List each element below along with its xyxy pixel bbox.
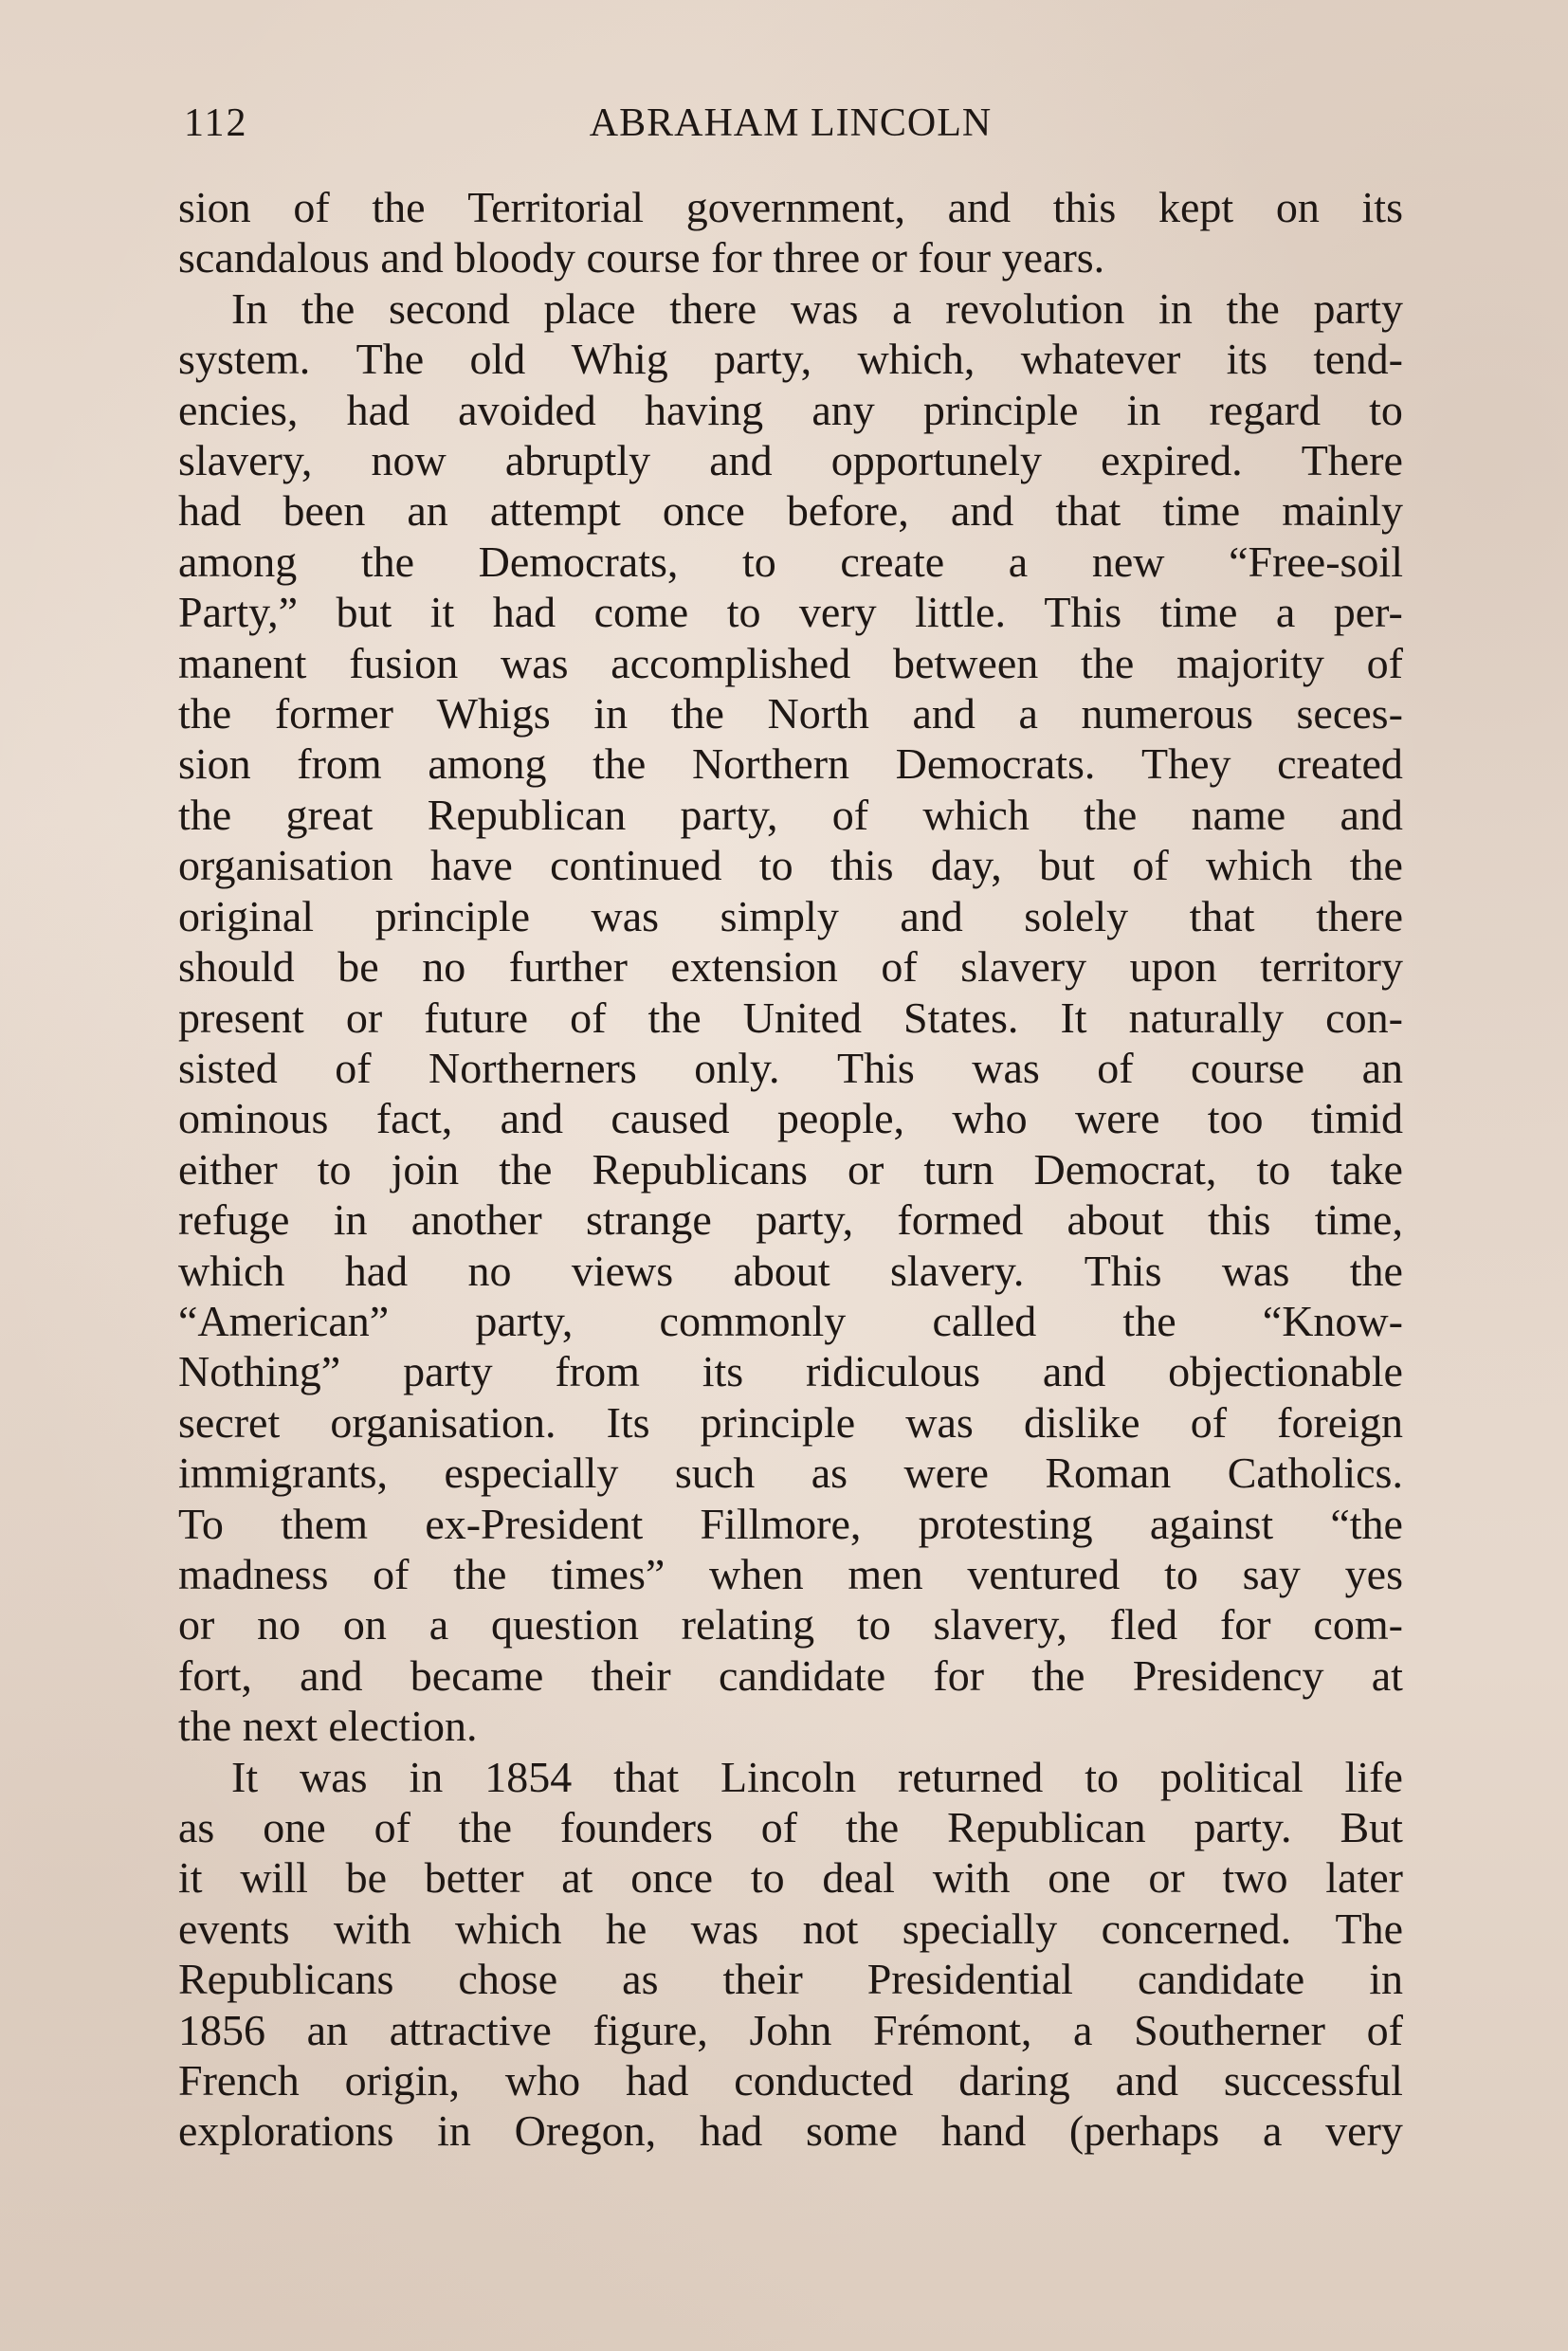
text-line: among the Democrats, to create a new “Free-soil xyxy=(178,537,1403,586)
text-line: organisation have continued to this day, but of which the xyxy=(178,841,1403,890)
text-line: it will be better at once to deal with one or two later xyxy=(178,1853,1403,1903)
text-line: explorations in Oregon, had some hand (perhaps a very xyxy=(178,2106,1403,2156)
running-title: ABRAHAM LINCOLN xyxy=(589,101,993,145)
text-line: had been an attempt once before, and that time mainly xyxy=(178,486,1403,536)
text-line: ominous fact, and caused people, who were too timid xyxy=(178,1094,1403,1143)
text-line: manent fusion was accomplished between the majority of xyxy=(178,638,1403,687)
text-line: Nothing” party from its ridiculous and objectionable xyxy=(178,1347,1403,1396)
paragraph-2 xyxy=(178,283,1403,1752)
page-header xyxy=(178,95,1403,152)
text-line: the next election. xyxy=(178,1702,478,1751)
text-line: either to join the Republicans or turn Democrat, to take xyxy=(178,1144,1403,1194)
text-line: immigrants, especially such as were Roman Catholics. xyxy=(178,1449,1403,1498)
text-line: slavery, now abruptly and opportunely expired. There xyxy=(178,436,1403,485)
text-line: sion from among the Northern Democrats. They created xyxy=(178,739,1403,789)
text-line: system. The old Whig party, which, whatever its tend- xyxy=(178,335,1403,384)
text-line: secret organisation. Its principle was dislike of foreign xyxy=(178,1397,1403,1447)
text-line: sion of the Territorial government, and this kept on its xyxy=(178,183,1403,231)
text-line: which had no views about slavery. This was the xyxy=(178,1246,1403,1295)
body-text xyxy=(178,182,1403,2157)
paragraph-1 xyxy=(178,182,1403,283)
text-line: Party,” but it had come to very little. This time a per- xyxy=(178,588,1403,637)
text-line: refuge in another strange party, formed about this time, xyxy=(178,1195,1403,1245)
text-line: should be no further extension of slavery upon territory xyxy=(178,942,1403,992)
page-number: 112 xyxy=(184,101,248,145)
text-line: fort, and became their candidate for the Presidency at xyxy=(178,1650,1403,1700)
text-line: Republicans chose as their Presidential candidate in xyxy=(178,1955,1403,2004)
text-line: “American” party, commonly called the “Know- xyxy=(178,1296,1403,1345)
text-line: madness of the times” when men ventured to say yes xyxy=(178,1549,1403,1598)
text-line: the great Republican party, of which the name and xyxy=(178,790,1403,839)
text-line: or no on a question relating to slavery, fled for com- xyxy=(178,1600,1403,1649)
text-line: original principle was simply and solely that there xyxy=(178,891,1403,940)
text-line: French origin, who had conducted daring and successful xyxy=(178,2056,1403,2105)
text-line: as one of the founders of the Republican party. But xyxy=(178,1803,1403,1851)
paragraph-3 xyxy=(178,1752,1403,2157)
text-line: the former Whigs in the North and a numerous seces- xyxy=(178,689,1403,738)
text-line: events with which he was not specially concerned. The xyxy=(178,1904,1403,1953)
text-line: sisted of Northerners only. This was of course an xyxy=(178,1043,1403,1092)
text-line: 1856 an attractive figure, John Frémont, a Southerner of xyxy=(178,2005,1403,2054)
text-line: To them ex-President Fillmore, protesting against “the xyxy=(178,1499,1403,1548)
text-line: present or future of the United States. It naturally con- xyxy=(178,993,1403,1042)
text-line: It was in 1854 that Lincoln returned to political life xyxy=(231,1752,1403,1801)
text-line: scandalous and bloody course for three or four years. xyxy=(178,233,1105,282)
text-line: In the second place there was a revolution in the party xyxy=(231,283,1403,333)
text-line: encies, had avoided having any principle in regard to xyxy=(178,385,1403,434)
